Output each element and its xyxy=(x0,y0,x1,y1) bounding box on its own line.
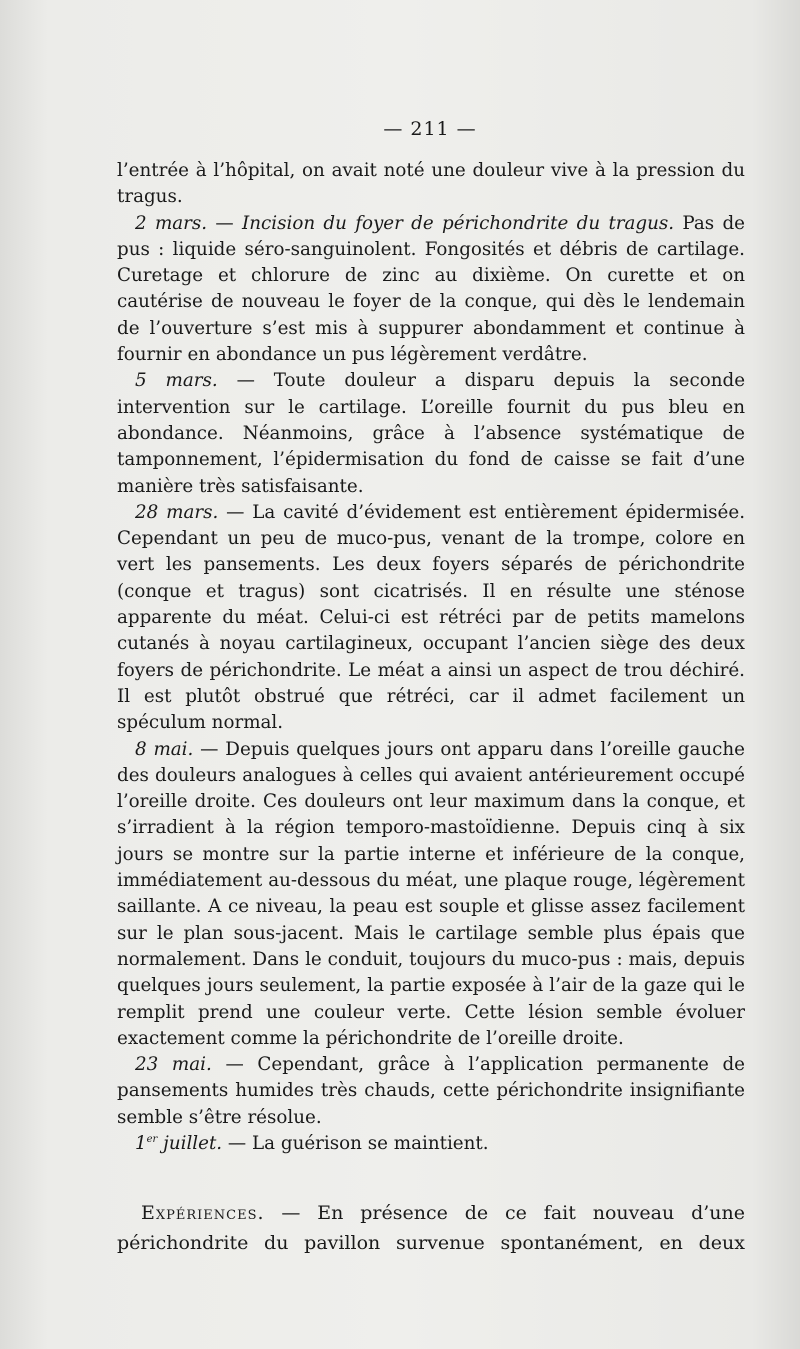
paragraph-text: — Depuis quelques jours ont apparu dans l’oreille gauche des douleurs analogues à celles qui avaient antérieurement occupé l’oreille droite. Ces douleurs ont leur maximum dans la conque, et s’irradient à la région temporo-mastoïdienne. Depuis cinq à six jours se montre sur la partie interne et inférieure de la conque, immédiatement au-dessous du méat, une plaque rouge, légèrement saillante. A ce niveau, la peau est souple et glisse assez facilement sur le plan sous-jacent. Mais le cartilage semble plus épais que normalement. Dans le conduit, toujours du muco-pus : mais, depuis quelques jours seulement, la partie exposée à l’air de la gaze qui le remplit prend une couleur verte. Cette lésion semble évoluer exactement comme la périchondrite de l’oreille droite. xyxy=(117,738,745,1049)
entry-date xyxy=(135,1133,222,1154)
experiences-paragraph xyxy=(117,1198,745,1258)
paragraph-5-mars xyxy=(117,368,745,499)
paragraph-28-mars xyxy=(117,500,745,737)
paragraph-8-mai xyxy=(117,737,745,1053)
body-text xyxy=(117,158,745,1157)
page-number: — 211 — xyxy=(383,118,477,140)
entry-date: 5 mars. xyxy=(135,370,218,392)
paragraph-23-mai xyxy=(117,1052,745,1131)
procedure-title: Incision du foyer de périchondrite du tragus. xyxy=(242,212,675,234)
date-number: 1 xyxy=(135,1132,147,1154)
entry-date: 8 mai. xyxy=(135,738,194,760)
paragraph-text: — La cavité d’évidement est entièrement épidermisée. Cependant un peu de muco-pus, venant de la trompe, colore en vert les pansements. Les deux foyers séparés de périchondrite (conque et tragus) sont cicatrisés. Il en résulte une sténose apparente du méat. Celui-ci est rétréci par de petits mamelons cutanés à noyau cartilagineux, occupant l’ancien siège des deux foyers de périchondrite. Le méat a ainsi un aspect de trou déchiré. Il est plutôt obstrué que rétréci, car il admet facilement un spéculum normal. xyxy=(117,501,745,734)
paragraph-1er-juillet xyxy=(117,1131,745,1157)
paragraph-text: Pas de pus : liquide séro-sanguinolent. Fongosités et débris de cartilage. Curetage et chlorure de zinc au dixième. On curette et on cautérise de nouveau le foyer de la conque, qui dès le lendemain de l’ouverture s’est mis à suppurer abondamment et continue à fournir en abondance un pus légèrement verdâtre. xyxy=(117,212,745,366)
paragraph-text: — En présence de ce fait nouveau d’une périchondrite du pavillon survenue spontanément, en deux xyxy=(117,1202,745,1254)
entry-date: 23 mai. xyxy=(135,1054,212,1076)
entry-date: 28 mars. xyxy=(135,501,219,523)
dash-separator: — xyxy=(207,212,243,234)
experiences-section xyxy=(117,1198,745,1258)
paragraph-0 xyxy=(117,158,745,211)
paragraph-text: — Toute douleur a disparu depuis la seconde intervention sur le cartilage. L’oreille fournit du pus bleu en abondance. Néanmoins, grâce à l’absence systématique de tamponnement, l’épidermisation du fond de caisse se fait d’une manière très satisfaisante. xyxy=(117,370,746,497)
date-month: juillet. xyxy=(157,1132,223,1154)
paragraph-text: — Cependant, grâce à l’application permanente de pansements humides très chauds, cette périchondrite insignifiante semble s’être résolue. xyxy=(117,1054,745,1128)
date-ordinal-suffix: er xyxy=(146,1133,158,1145)
paragraph-2-mars xyxy=(117,211,745,369)
paragraph-text: l’entrée à l’hôpital, on avait noté une douleur vive à la pression du tragus. xyxy=(117,160,745,208)
paragraph-text: — La guérison se maintient. xyxy=(222,1132,489,1154)
entry-date: 2 mars. xyxy=(135,212,208,234)
section-heading: Expériences. xyxy=(141,1202,265,1224)
